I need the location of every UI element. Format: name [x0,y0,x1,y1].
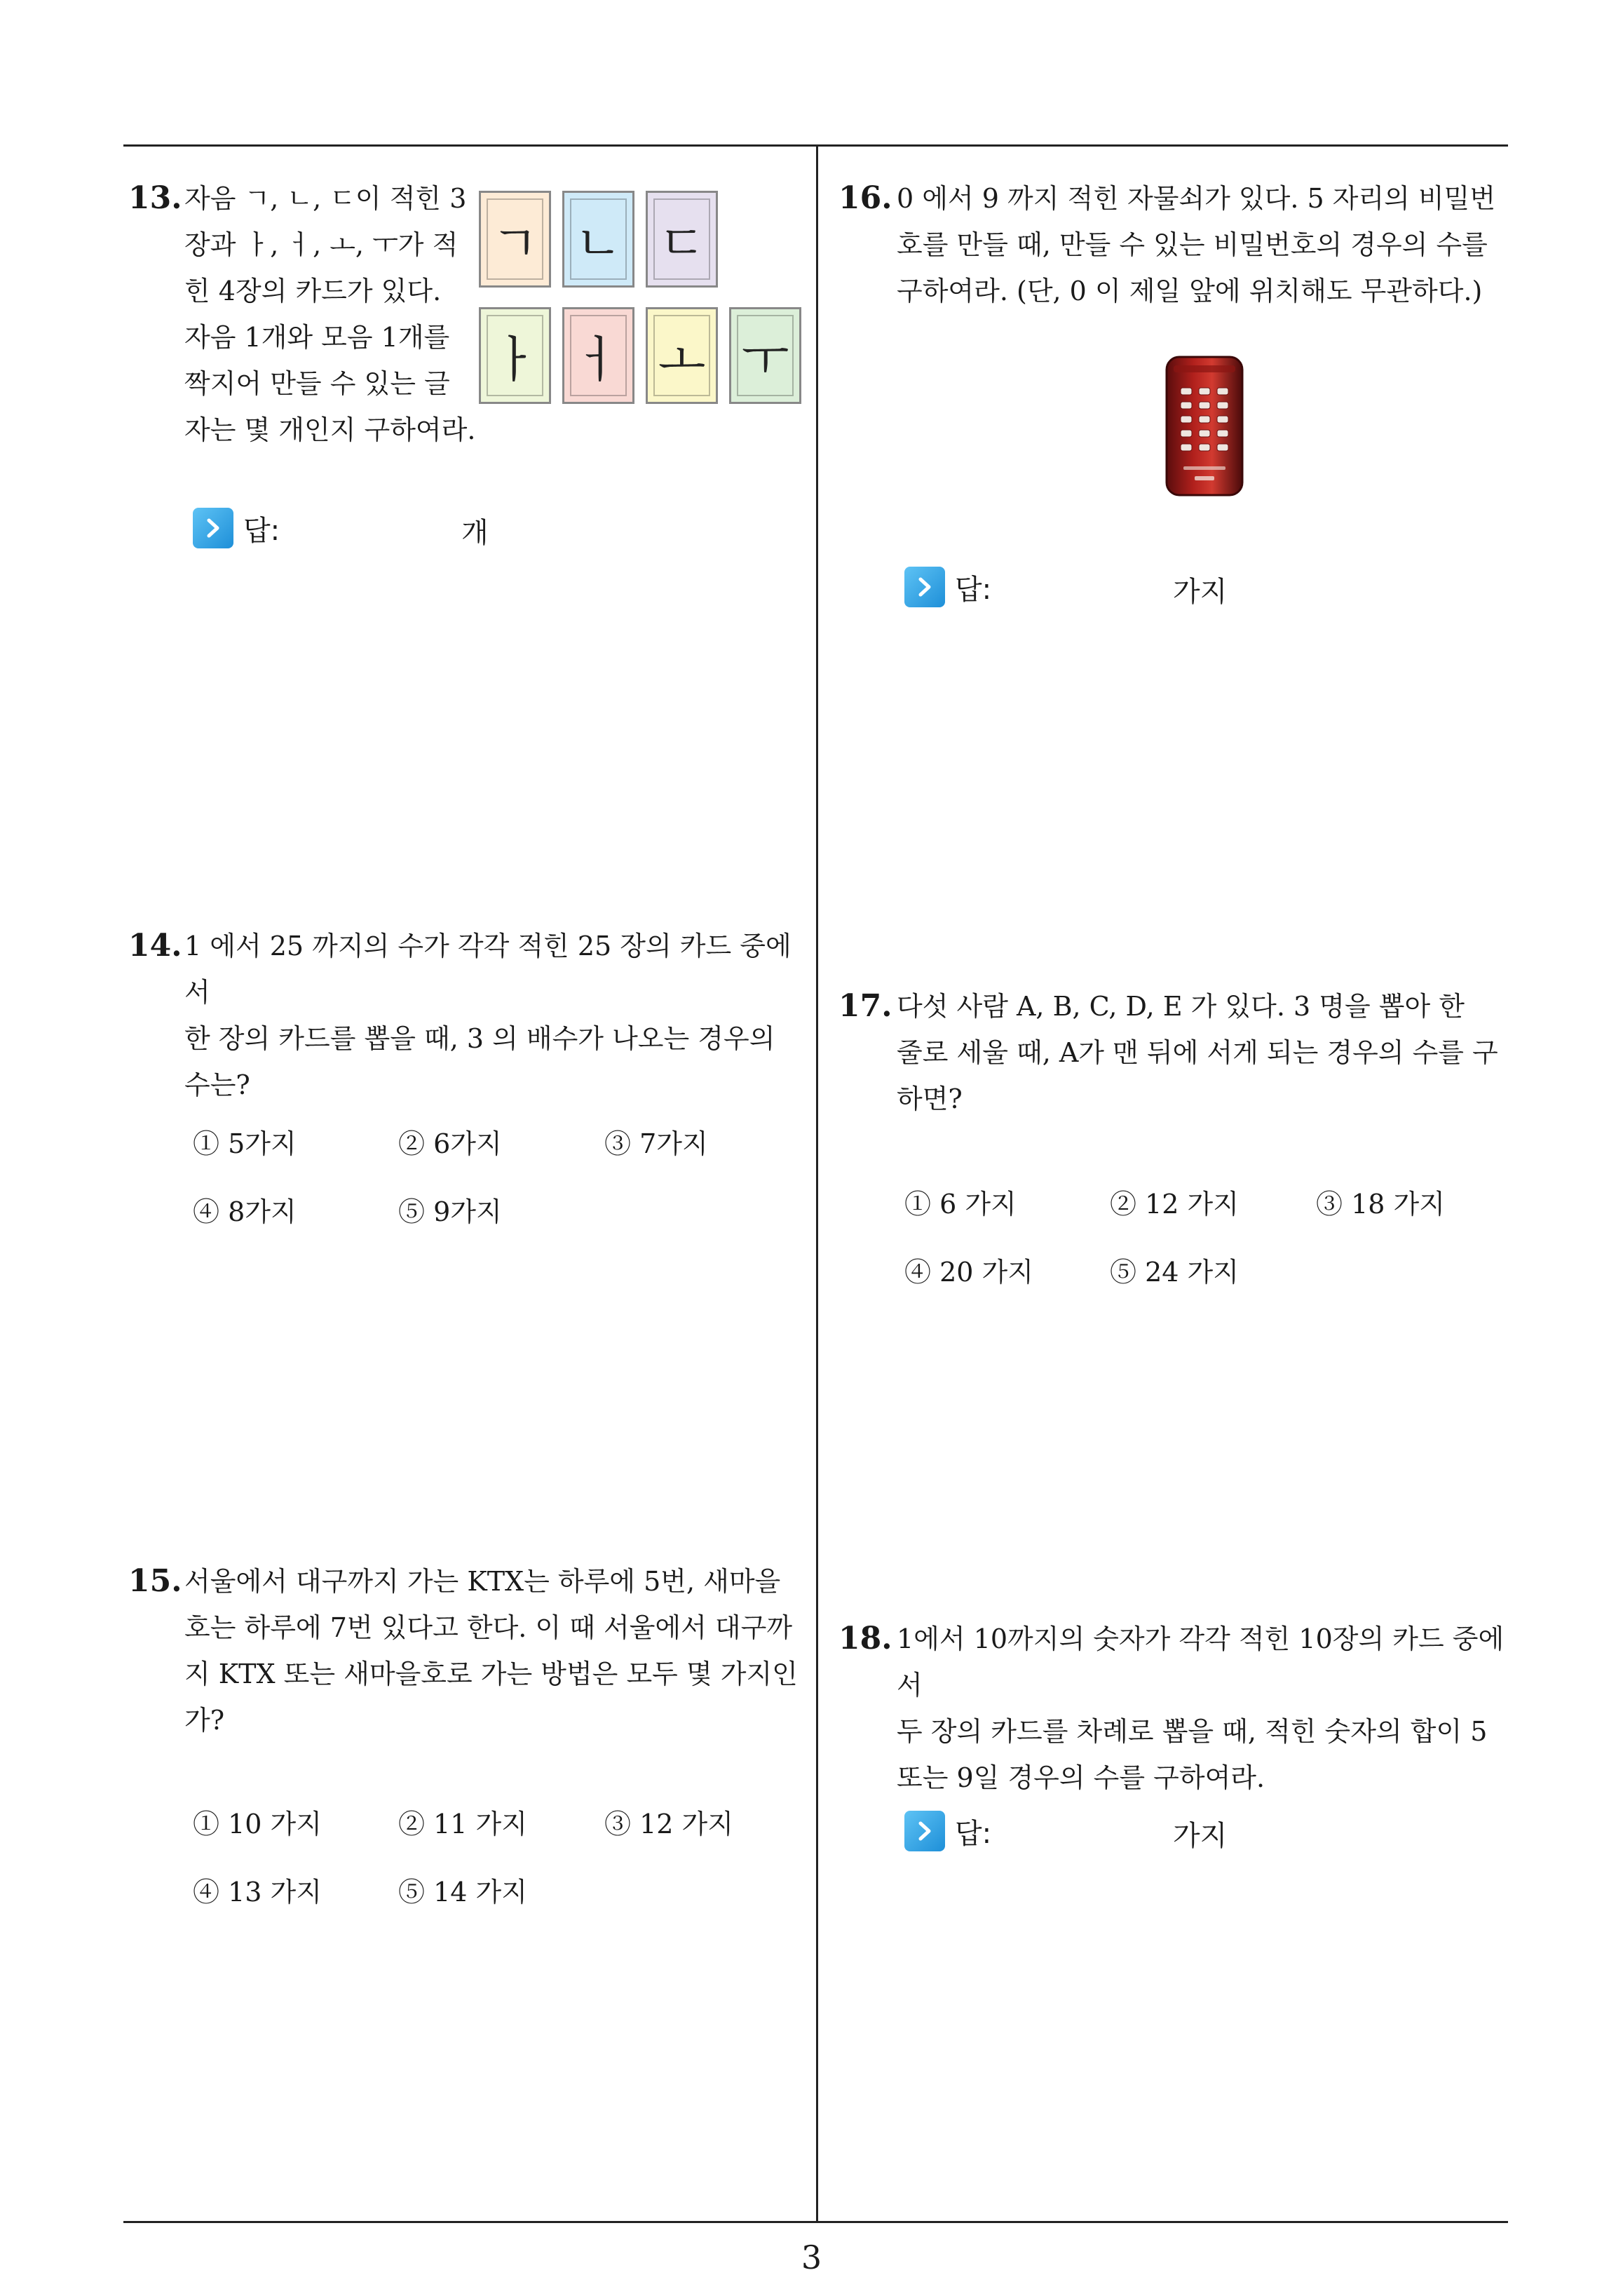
choice-4[interactable]: ④ 13 가지 [193,1877,322,1907]
card-char: ㄱ [491,214,539,272]
card-char: ㅜ [741,330,789,389]
question-number: 13. [128,180,182,216]
question-line: 자음 1개와 모음 1개를 [184,322,450,353]
question-line: 자음 ㄱ, ㄴ, ㄷ이 적힌 3 [184,183,467,214]
answer-row-16 [904,567,991,607]
question-number: 17. [838,988,892,1024]
card-char: ㅏ [491,330,539,389]
consonant-card [562,191,634,288]
answer-row-18 [904,1811,991,1851]
question-line: 장과 ㅏ, ㅓ, ㅗ, ㅜ가 적 [184,229,459,260]
question-line: 0 에서 9 까지 적힌 자물쇠가 있다. 5 자리의 비밀번 [897,183,1496,214]
choice-5[interactable]: ⑤ 14 가지 [398,1877,527,1907]
choice-3[interactable]: ③ 18 가지 [1316,1189,1445,1220]
choice-5[interactable]: ⑤ 9가지 [398,1196,502,1227]
vowel-card [479,307,551,404]
choice-2[interactable]: ② 12 가지 [1110,1189,1239,1220]
question-line: 짝지어 만들 수 있는 글 [184,368,450,399]
answer-row-13 [193,508,280,548]
card-char: ㅗ [658,330,706,389]
question-line: 한 장의 카드를 뽑을 때, 3 의 배수가 나오는 경우의 [184,1023,775,1054]
answer-label: 답: [955,573,992,606]
question-line: 하면? [897,1083,963,1114]
question-text [897,983,1498,1122]
choice-4[interactable]: ④ 20 가지 [904,1257,1033,1288]
vowel-card [646,307,718,404]
vowel-card [562,307,634,404]
question-18 [838,1616,1512,1793]
card-char: ㅓ [574,330,623,389]
question-line: 1에서 10까지의 숫자가 각각 적힌 10장의 카드 중에서 [897,1623,1505,1701]
question-number: 14. [128,928,182,964]
question-line: 줄로 세울 때, A가 맨 뒤에 서게 되는 경우의 수를 구 [897,1037,1498,1068]
question-line: 1 에서 25 까지의 수가 각각 적힌 25 장의 카드 중에서 [184,931,792,1008]
choice-3[interactable]: ③ 12 가지 [604,1809,733,1839]
answer-label: 답: [955,1817,992,1850]
choice-2[interactable]: ② 6가지 [398,1128,502,1159]
answer-label: 답: [243,514,280,547]
answer-unit: 개 [461,517,489,549]
question-text [897,1616,1512,1801]
choice-3[interactable]: ③ 7가지 [604,1128,708,1159]
question-17 [838,983,1512,1137]
vowel-card [729,307,801,404]
column-divider [816,144,818,2223]
question-line: 다섯 사람 A, B, C, D, E 가 있다. 3 명을 뽑아 한 [897,991,1465,1022]
chevron-right-icon [904,1811,945,1851]
digital-lock-image [1164,354,1245,501]
question-line: 수는? [184,1069,250,1100]
question-text [897,175,1495,314]
consonant-card [479,191,551,288]
answer-unit: 가지 [1173,576,1228,608]
question-number: 16. [838,180,892,216]
choice-1[interactable]: ① 5가지 [193,1128,297,1159]
bottom-rule [123,2221,1508,2223]
question-line: 호를 만들 때, 만들 수 있는 비밀번호의 경우의 수를 [897,229,1488,260]
choice-4[interactable]: ④ 8가지 [193,1196,297,1227]
question-line: 두 장의 카드를 차례로 뽑을 때, 적힌 숫자의 합이 5 [897,1716,1488,1747]
question-line: 가? [184,1705,225,1736]
question-number: 18. [838,1621,892,1656]
question-16 [838,175,1512,330]
choice-1[interactable]: ① 6 가지 [904,1189,1017,1220]
card-char: ㄴ [574,214,623,272]
question-text [184,1558,798,1743]
question-15 [128,1558,801,1755]
chevron-right-icon [904,567,945,607]
question-line: 호는 하루에 7번 있다고 한다. 이 때 서울에서 대구까 [184,1612,793,1643]
answer-unit: 가지 [1173,1820,1228,1852]
choice-1[interactable]: ① 10 가지 [193,1809,322,1839]
chevron-right-icon [193,508,233,548]
question-14 [128,923,801,1100]
question-line: 서울에서 대구까지 가는 KTX는 하루에 5번, 새마을 [184,1566,781,1597]
consonant-card [646,191,718,288]
question-text [184,923,801,1108]
question-line: 자는 몇 개인지 구하여라. [184,414,476,445]
question-text [184,175,475,453]
question-number: 15. [128,1563,182,1599]
question-line: 구하여라. (단, 0 이 제일 앞에 위치해도 무관하다.) [897,276,1483,306]
question-line: 또는 9일 경우의 수를 구하여라. [897,1762,1265,1793]
card-char: ㄷ [658,214,706,272]
page-number: 3 [801,2238,822,2276]
question-line: 지 KTX 또는 새마을호로 가는 방법은 모두 몇 가지인 [184,1659,798,1689]
choice-2[interactable]: ② 11 가지 [398,1809,527,1839]
choice-5[interactable]: ⑤ 24 가지 [1110,1257,1239,1288]
question-line: 힌 4장의 카드가 있다. [184,276,442,306]
